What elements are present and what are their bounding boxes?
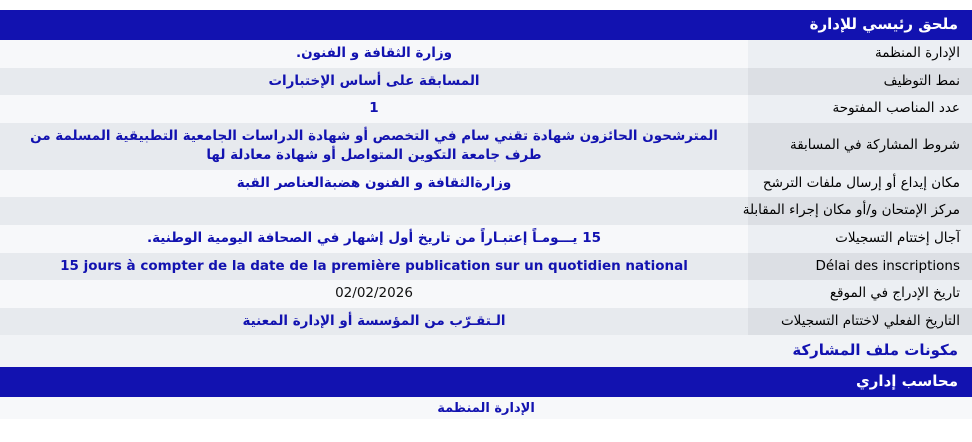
row-value: المترشحون الحائزون شهادة تقني سام في التخصص أو شهادة الدراسات الجامعية التطبيقية المسلمة من طرف جامعة التكوين المتواصل أو شهادة معادلة لها <box>0 123 748 170</box>
row-value <box>0 197 748 225</box>
row-label: تاريخ الإدراج في الموقع <box>748 280 972 308</box>
info-table-body <box>0 40 972 335</box>
footer-header-band: محاسب إداري <box>0 367 972 397</box>
table-row <box>0 68 972 96</box>
row-value: 02/02/2026 <box>0 280 748 308</box>
row-label: Délai des inscriptions <box>748 253 972 281</box>
table-row <box>0 225 972 253</box>
table-row <box>0 253 972 281</box>
row-label: آجال إختتام التسجيلات <box>748 225 972 253</box>
row-label: التاريخ الفعلي لاختتام التسجيلات <box>748 308 972 336</box>
table-row <box>0 40 972 68</box>
row-label: الإدارة المنظمة <box>748 40 972 68</box>
info-table <box>0 40 972 335</box>
row-value: الـتقـرّب من المؤسسة أو الإدارة المعنية <box>0 308 748 336</box>
row-value: المسابقة على أساس الإختبارات <box>0 68 748 96</box>
row-value: 15 يـــومـاً إعتبـاراً من تاريخ أول إشهار في الصحافة اليومية الوطنية. <box>0 225 748 253</box>
section-title-participation-file: مكونات ملف المشاركة <box>0 335 972 367</box>
table-row <box>0 123 972 170</box>
row-label: نمط التوظيف <box>748 68 972 96</box>
cut-off-row <box>0 397 972 419</box>
table-row <box>0 280 972 308</box>
row-value: 15 jours à compter de la date de la première publication sur un quotidien national <box>0 253 748 281</box>
row-value: وزارةالثقافة و الفنون هضبةالعناصر القبة <box>0 170 748 198</box>
row-label: عدد المناصب المفتوحة <box>748 95 972 123</box>
table-row <box>0 308 972 336</box>
row-label: مكان إيداع أو إرسال ملفات الترشح <box>748 170 972 198</box>
top-white-strip <box>0 0 972 10</box>
table-row <box>0 170 972 198</box>
main-header-band: ملحق رئيسي للإدارة <box>0 10 972 40</box>
row-value: وزارة الثقافة و الفنون. <box>0 40 748 68</box>
table-row <box>0 95 972 123</box>
table-row <box>0 197 972 225</box>
row-value: 1 <box>0 95 748 123</box>
row-label: شروط المشاركة في المسابقة <box>748 123 972 170</box>
row-label: مركز الإمتحان و/أو مكان إجراء المقابلة <box>748 197 972 225</box>
cut-row-value: الإدارة المنظمة <box>437 401 535 417</box>
